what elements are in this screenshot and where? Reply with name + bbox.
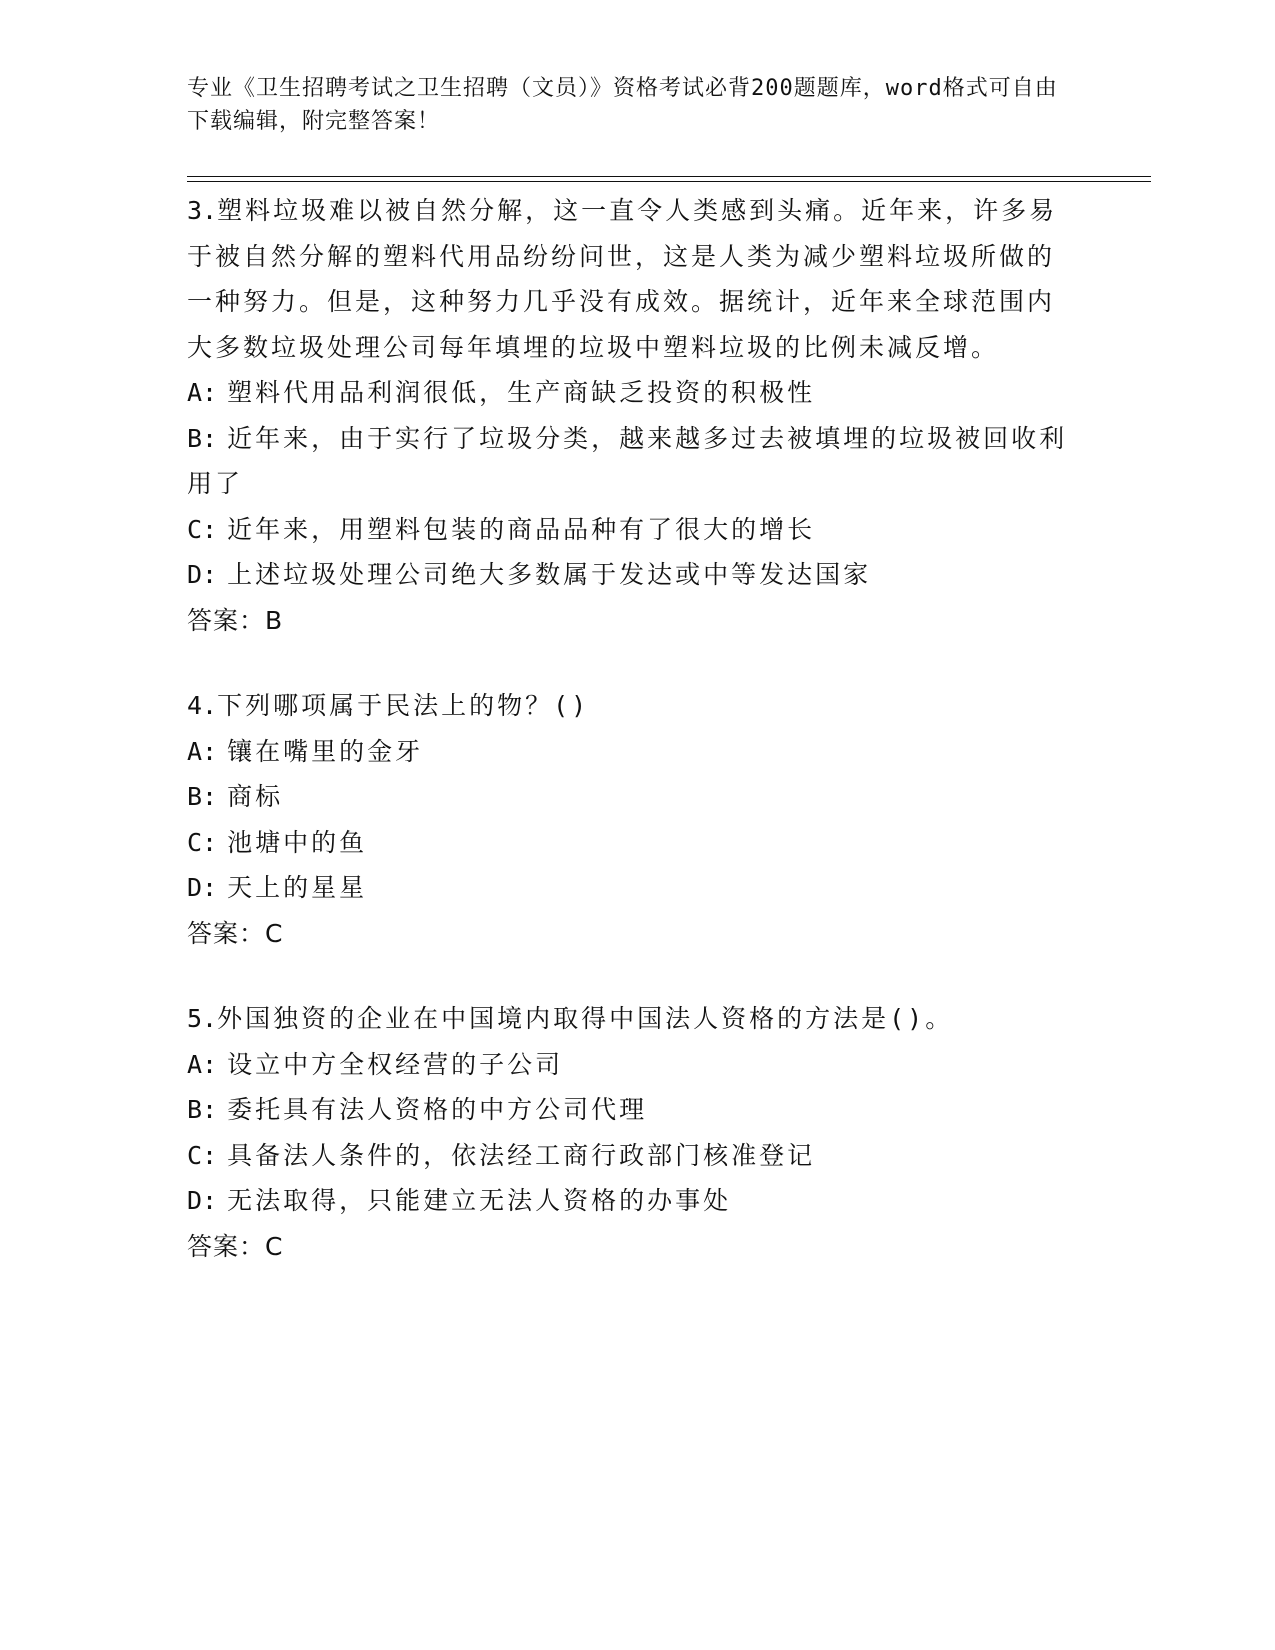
- option-letter: C:: [187, 827, 218, 857]
- answer: [187, 911, 1077, 957]
- option-text: 上述垃圾处理公司绝大多数属于发达或中等发达国家: [227, 560, 872, 589]
- option-letter: D:: [187, 560, 218, 589]
- option-letter: D:: [187, 1186, 218, 1215]
- answer-value: C: [265, 1231, 284, 1261]
- question-text: 外国独资的企业在中国境内取得中国法人资格的方法是()。: [217, 1004, 954, 1033]
- question-stem: [187, 188, 1077, 370]
- option-text: 镶在嘴里的金牙: [227, 736, 424, 766]
- option-text: 具备法人条件的，依法经工商行政部门核准登记: [227, 1140, 816, 1170]
- header-divider-bottom: [187, 181, 1151, 182]
- answer-label: 答案：: [187, 1231, 266, 1261]
- option-a: [187, 729, 1077, 775]
- option-letter: A:: [187, 378, 218, 407]
- answer: [187, 1224, 1077, 1270]
- option-text: 设立中方全权经营的子公司: [227, 1049, 564, 1079]
- option-text: 近年来，用塑料包装的商品品种有了很大的增长: [227, 514, 816, 544]
- question-3: [187, 188, 1077, 643]
- question-text: 下列哪项属于民法上的物？(): [217, 691, 590, 720]
- option-a: [187, 370, 1077, 416]
- option-b: [187, 774, 1077, 820]
- option-letter: B:: [187, 423, 218, 453]
- option-b: [187, 1087, 1077, 1133]
- option-letter: D:: [187, 873, 218, 902]
- question-5: [187, 996, 1077, 1269]
- answer: [187, 598, 1077, 644]
- question-number: 4.: [187, 691, 218, 720]
- question-stem: [187, 996, 1077, 1042]
- option-text: 塑料代用品利润很低，生产商缺乏投资的积极性: [227, 378, 816, 407]
- answer-value: C: [265, 918, 284, 948]
- option-text: 近年来，由于实行了垃圾分类，越来越多过去被填埋的垃圾被回收利用了: [187, 423, 1068, 498]
- question-list: [187, 188, 1077, 1309]
- option-letter: C:: [187, 514, 218, 544]
- question-text: 塑料垃圾难以被自然分解，这一直令人类感到头痛。近年来，许多易于被自然分解的塑料代用品纷纷问世，这是人类为减少塑料垃圾所做的一种努力。但是，这种努力几乎没有成效。据统计，近年来全球范围内大多数垃圾处理公司每年填埋的垃圾中塑料垃圾的比例未减反增。: [187, 196, 1058, 362]
- option-d: [187, 865, 1077, 911]
- question-number: 3.: [187, 196, 218, 225]
- option-letter: A:: [187, 1049, 218, 1079]
- option-text: 无法取得，只能建立无法人资格的办事处: [227, 1186, 732, 1215]
- page-header: 专业《卫生招聘考试之卫生招聘（文员）》资格考试必背200题题库，word格式可自由下载编辑，附完整答案！: [187, 76, 1058, 134]
- question-4: [187, 683, 1077, 956]
- option-c: [187, 1133, 1077, 1179]
- option-text: 天上的星星: [227, 873, 368, 902]
- option-c: [187, 507, 1077, 553]
- option-letter: B:: [187, 1095, 218, 1124]
- option-letter: A:: [187, 736, 218, 766]
- option-letter: C:: [187, 1140, 218, 1170]
- option-text: 池塘中的鱼: [227, 827, 368, 857]
- option-d: [187, 552, 1077, 598]
- option-b: [187, 416, 1077, 507]
- answer-label: 答案：: [187, 918, 266, 948]
- option-c: [187, 820, 1077, 866]
- option-text: 商标: [227, 782, 284, 811]
- option-a: [187, 1042, 1077, 1088]
- question-stem: [187, 683, 1077, 729]
- header-divider-top: [187, 176, 1151, 177]
- answer-label: 答案：: [187, 605, 266, 635]
- option-text: 委托具有法人资格的中方公司代理: [227, 1095, 648, 1124]
- option-d: [187, 1178, 1077, 1224]
- answer-value: B: [265, 605, 284, 635]
- question-number: 5.: [187, 1004, 218, 1033]
- option-letter: B:: [187, 782, 218, 811]
